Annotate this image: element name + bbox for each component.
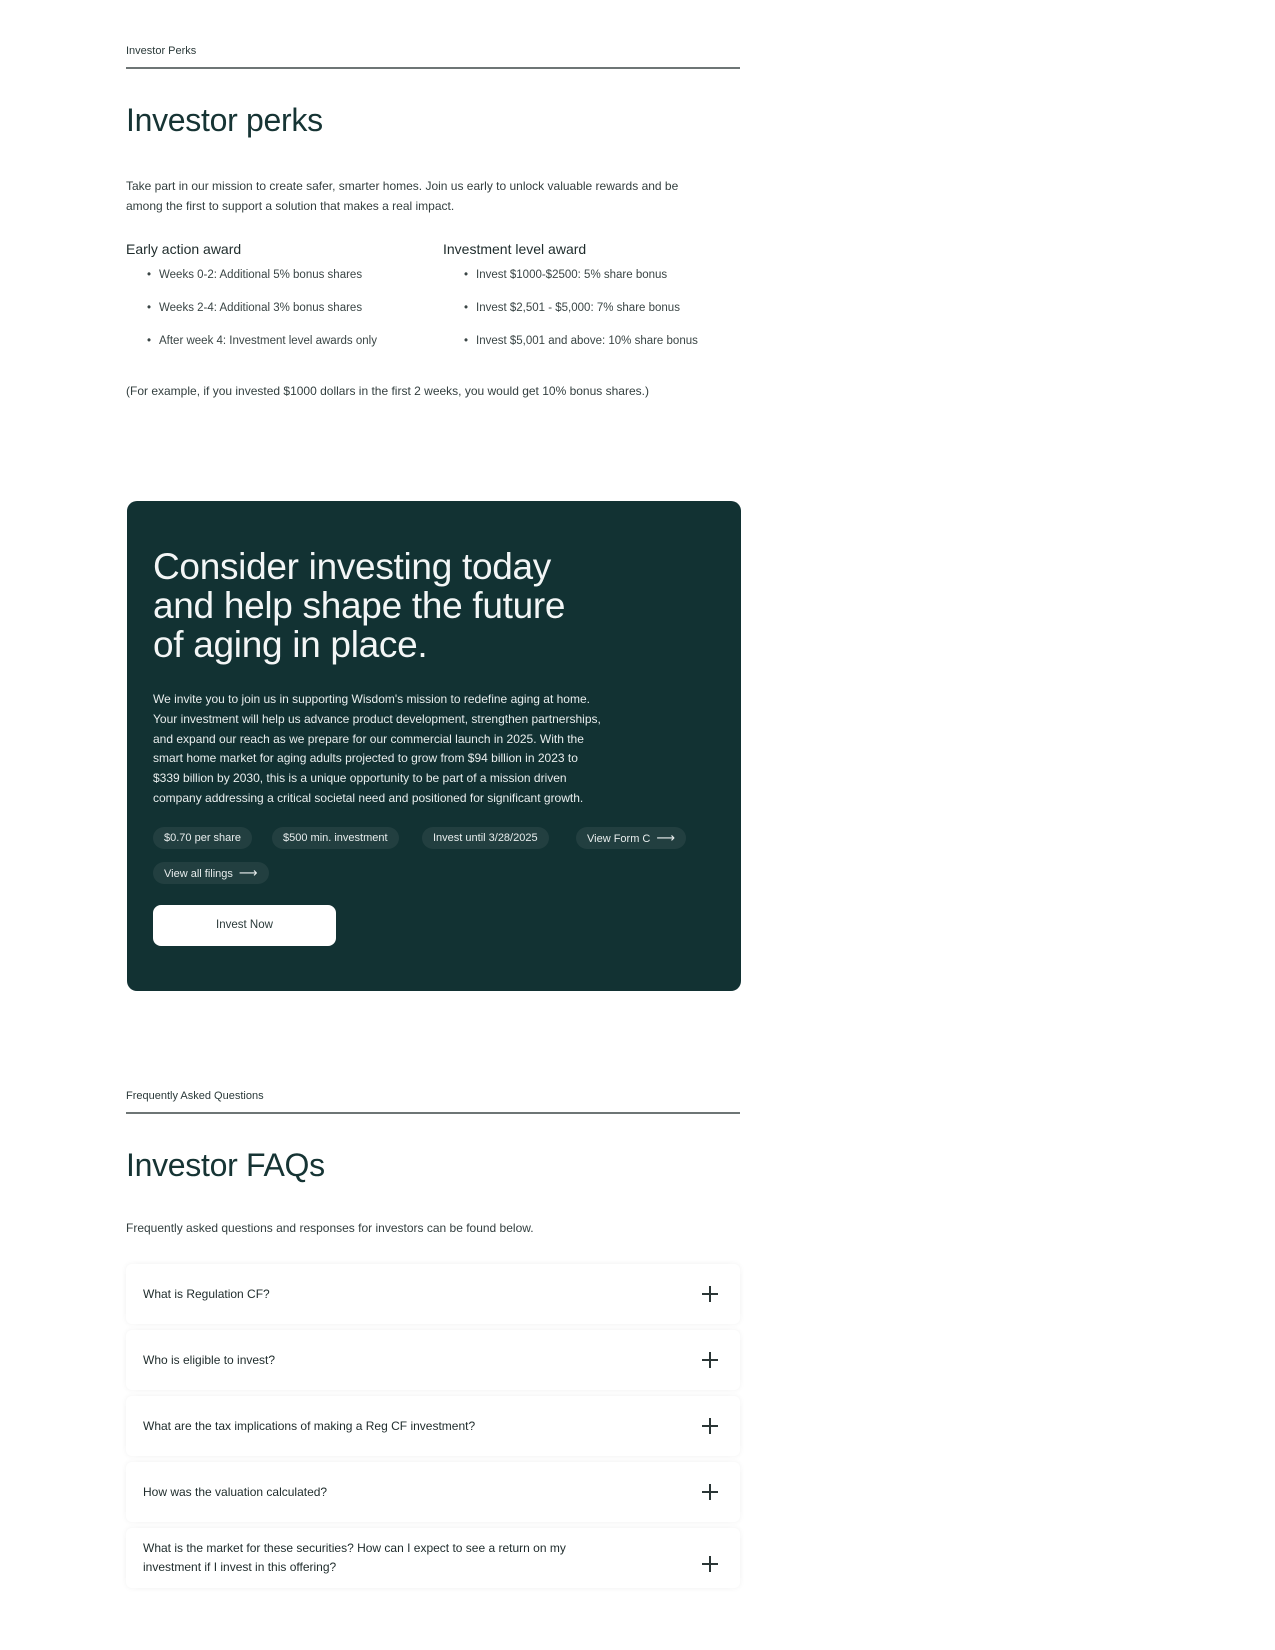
investment-level-title: Investment level award: [443, 241, 587, 257]
faq-question: How was the valuation calculated?: [143, 1485, 328, 1499]
faq-question: What are the tax implications of making a Reg CF investment?: [143, 1419, 476, 1433]
faq-question: Who is eligible to invest?: [143, 1353, 276, 1367]
faq-question-line: What is the market for these securities? How can I expect to see a return on my: [143, 1541, 566, 1555]
arrow-right-icon: ⟶: [238, 865, 258, 880]
view-all-filings-label: View all filings: [164, 868, 233, 880]
cta-title-line: of aging in place.: [153, 624, 428, 665]
perks-example-note: (For example, if you invested $1000 dollars in the first 2 weeks, you would get 10% bonus shares.): [126, 384, 649, 398]
cta-title: [153, 547, 623, 664]
faq-item-regulation-cf[interactable]: [126, 1264, 740, 1324]
perks-eyebrow: [126, 41, 740, 59]
plus-icon[interactable]: [702, 1286, 718, 1302]
faq-divider: [126, 1112, 740, 1114]
perks-title: Investor perks: [126, 102, 323, 138]
cta-body-line: We invite you to join us in supporting Wisdom's mission to redefine aging at home.: [153, 692, 590, 706]
price-per-share-badge: $0.70 per share: [153, 827, 252, 849]
faq-question-line: investment if I invest in this offering?: [143, 1560, 337, 1574]
faq-item-valuation[interactable]: [126, 1462, 740, 1522]
invest-deadline-badge: Invest until 3/28/2025: [422, 827, 549, 849]
cta-body-line: $339 billion by 2030, this is a unique opportunity to be part of a mission driven: [153, 771, 567, 786]
cta-body: [153, 690, 663, 809]
plus-icon[interactable]: [702, 1484, 718, 1500]
faq-item-market-return[interactable]: [126, 1528, 740, 1588]
list-item: • Invest $2,501 - $5,000: 7% share bonus: [443, 300, 743, 333]
cta-title-line: Consider investing today: [153, 546, 551, 587]
faq-eyebrow-text: Frequently Asked Questions: [126, 1090, 264, 1102]
perks-intro: [126, 176, 740, 216]
list-item: • After week 4: Investment level awards only: [126, 333, 426, 366]
investment-level-column: [443, 241, 743, 366]
faq-question: [143, 1539, 643, 1577]
invest-now-button[interactable]: Invest Now: [153, 905, 336, 946]
early-action-title: Early action award: [126, 241, 242, 257]
perks-intro-line: among the first to support a solution that makes a real impact.: [126, 199, 455, 213]
plus-icon[interactable]: [702, 1418, 718, 1434]
list-item: • Invest $1000-$2500: 5% share bonus: [443, 267, 743, 300]
perks-intro-line: Take part in our mission to create safer, smarter homes. Join us early to unlock valuable rewards and be: [126, 179, 679, 193]
cta-title-line: and help shape the future: [153, 585, 566, 626]
min-investment-badge: $500 min. investment: [272, 827, 399, 849]
faq-item-tax[interactable]: [126, 1396, 740, 1456]
plus-icon[interactable]: [702, 1556, 718, 1572]
faq-question: What is Regulation CF?: [143, 1287, 270, 1301]
list-item: • Invest $5,001 and above: 10% share bonus: [443, 333, 743, 366]
list-item: • Weeks 0-2: Additional 5% bonus shares: [126, 267, 426, 300]
investment-level-list: [443, 267, 743, 366]
cta-body-line: Your investment will help us advance product development, strengthen partnerships,: [153, 711, 601, 726]
view-form-c-link[interactable]: [576, 827, 686, 849]
perks-divider: [126, 67, 740, 69]
arrow-right-icon: ⟶: [656, 830, 676, 845]
faq-intro: Frequently asked questions and responses for investors can be found below.: [126, 1221, 534, 1235]
view-all-filings-link[interactable]: [153, 862, 269, 884]
cta-body-line: and expand our reach as we prepare for our commercial launch in 2025. With the: [153, 731, 584, 746]
list-item: • Weeks 2-4: Additional 3% bonus shares: [126, 300, 426, 333]
invest-cta-card: [127, 501, 741, 991]
view-form-c-label: View Form C: [587, 833, 651, 845]
faq-item-eligibility[interactable]: [126, 1330, 740, 1390]
cta-body-line: smart home market for aging adults projected to grow from $94 billion in 2023 to: [153, 751, 578, 766]
early-action-list: [126, 267, 426, 366]
cta-body-line: company addressing a critical societal need and positioned for significant growth.: [153, 790, 584, 805]
early-action-column: [126, 241, 426, 366]
faq-title: Investor FAQs: [126, 1147, 325, 1183]
plus-icon[interactable]: [702, 1352, 718, 1368]
faq-eyebrow: [126, 1086, 740, 1104]
perks-eyebrow-text: Investor Perks: [126, 45, 197, 57]
